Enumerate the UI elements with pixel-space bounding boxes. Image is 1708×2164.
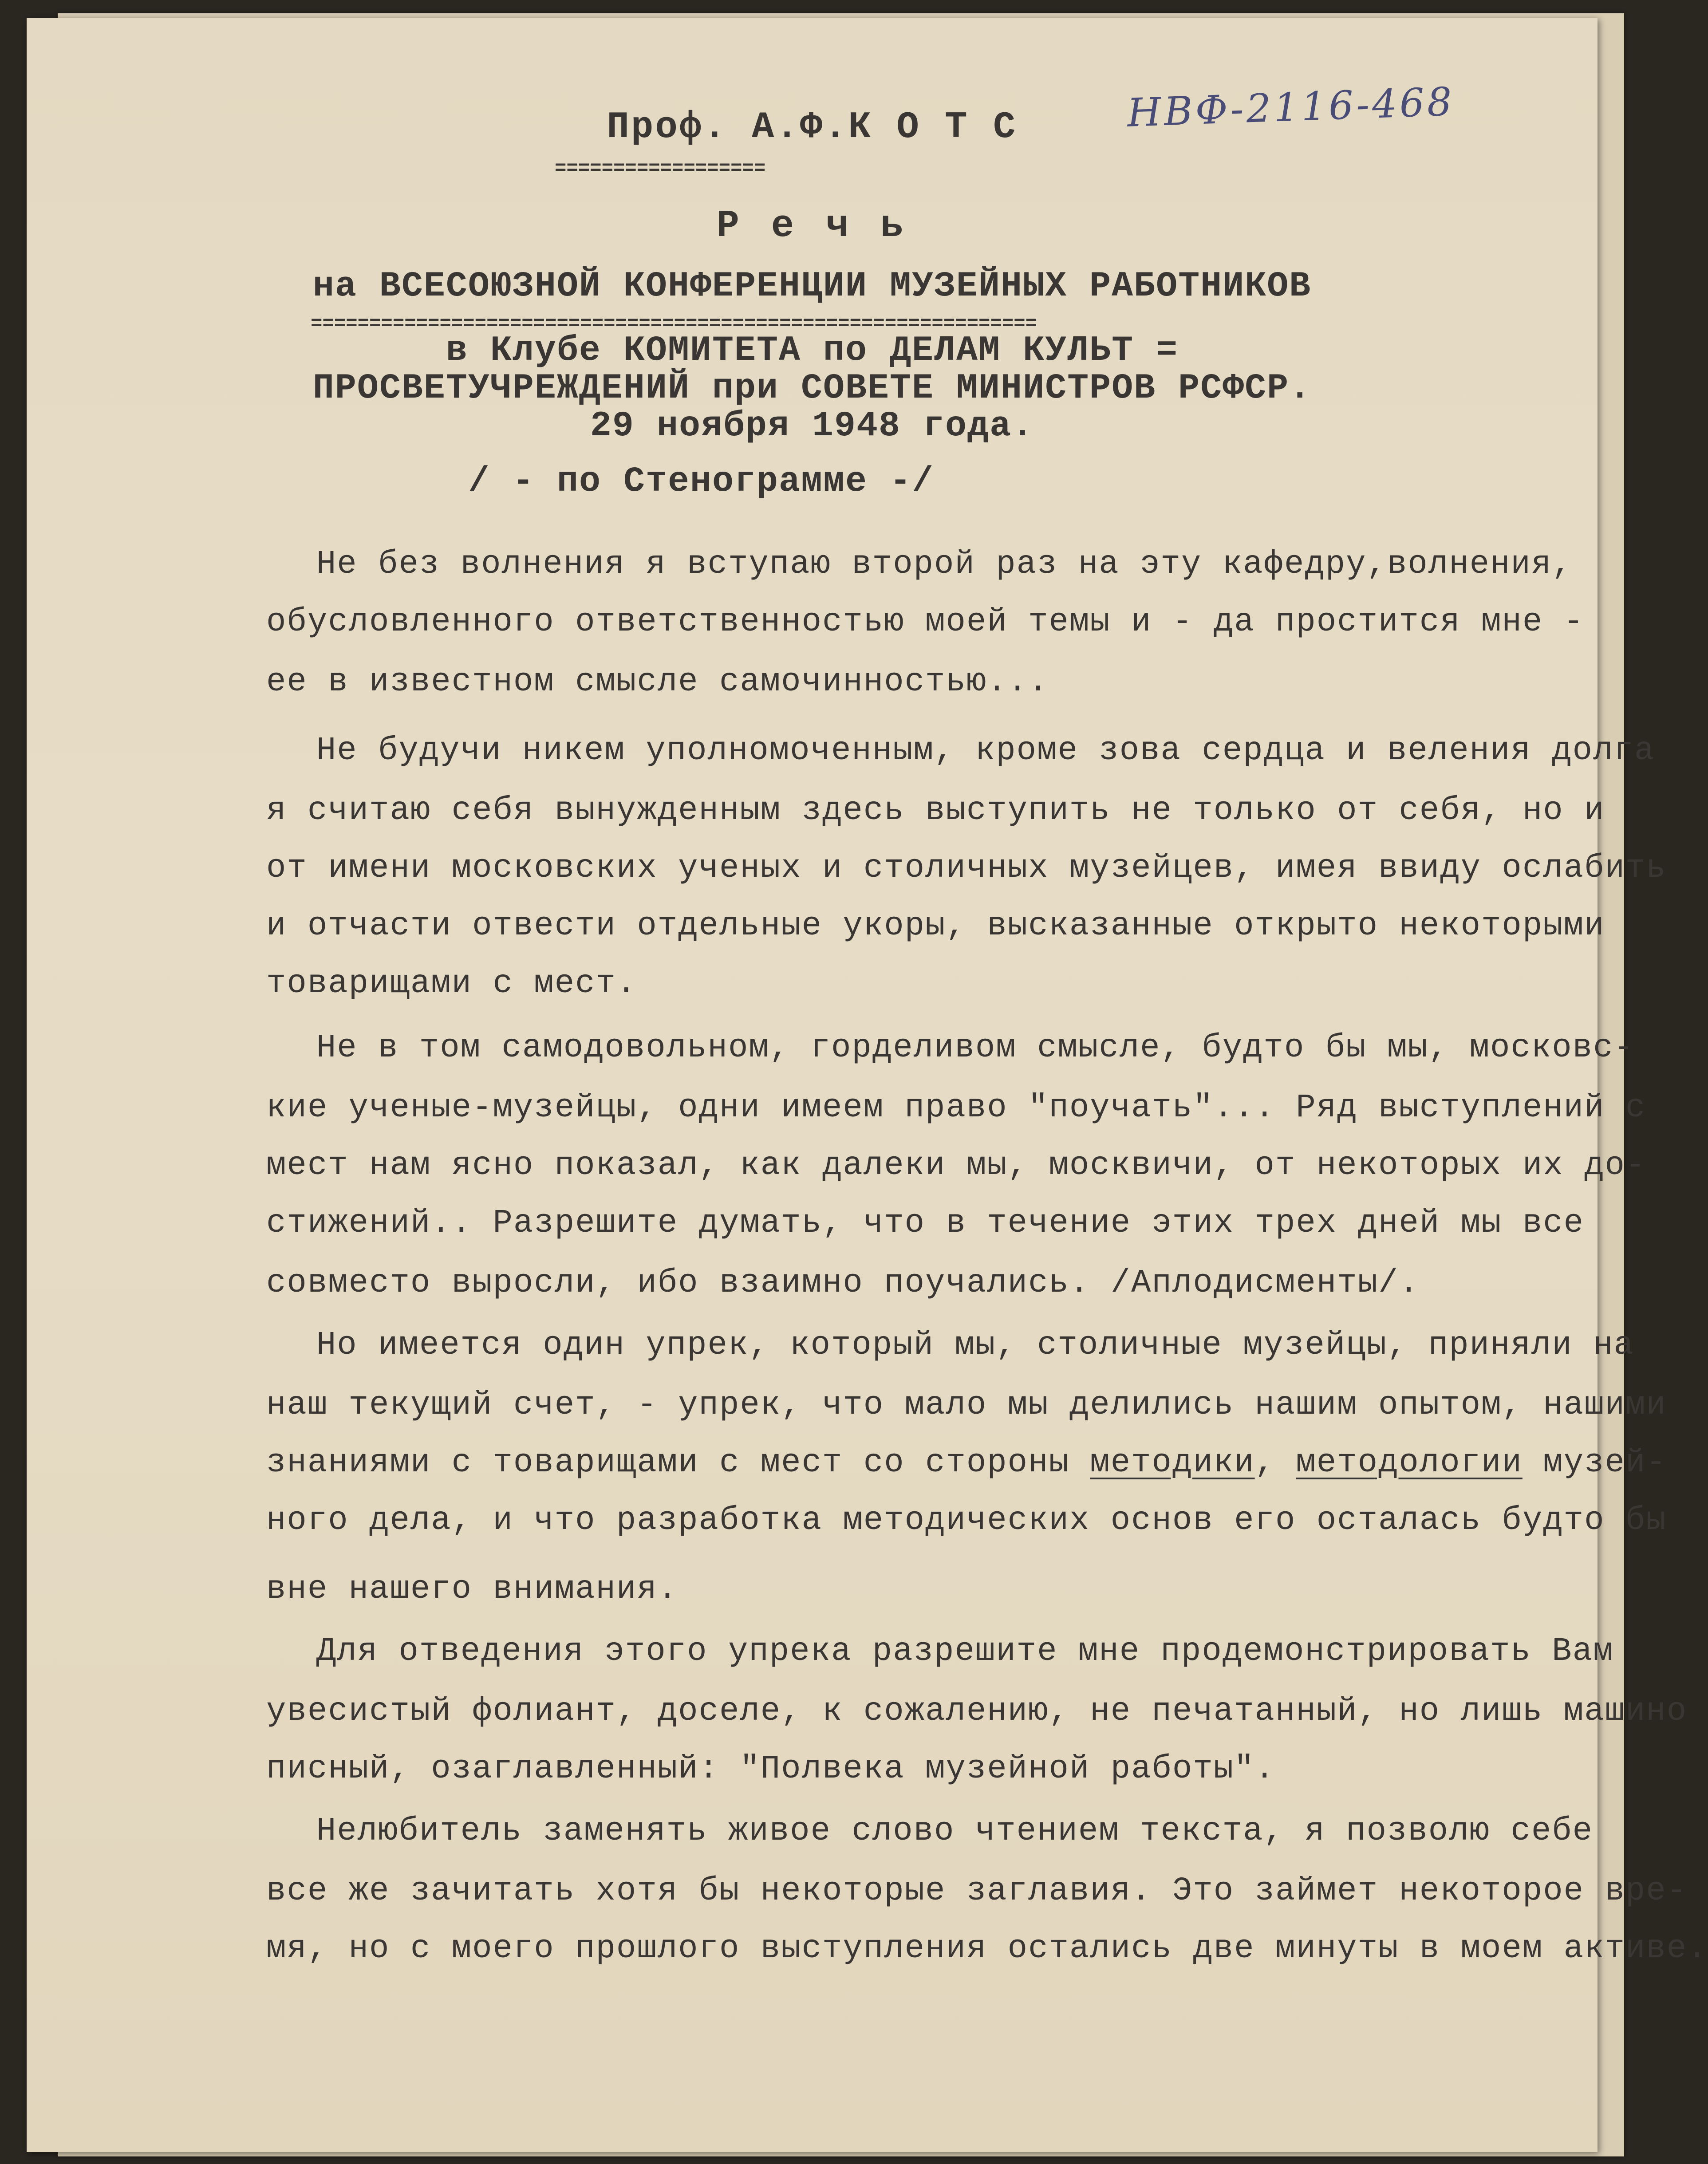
conference-line: на ВСЕСОЮЗНОЙ КОНФЕРЕНЦИИ МУЗЕЙНЫХ РАБОТНИКОВ	[312, 266, 1312, 307]
text-line: совместо выросли, ибо взаимно поучались. /Аплодисменты/.	[266, 1265, 1420, 1302]
text-line: обусловленного ответственностью моей темы и - да простится мне -	[266, 603, 1585, 641]
underlined-term-methodics: методики	[1090, 1444, 1255, 1482]
text-line: вне нашего внимания.	[266, 1571, 678, 1608]
institution-line: ПРОСВЕТУЧРЕЖДЕНИЙ при СОВЕТЕ МИНИСТРОВ РСФСР.	[312, 368, 1312, 409]
text-fragment: ,	[1254, 1444, 1296, 1482]
text-line: мя, но с моего прошлого выступления остались две минуты в моем активе.	[266, 1930, 1708, 1967]
text-line: все же зачитать хотя бы некоторые заглавия. Это займет некоторое вре-	[266, 1872, 1688, 1910]
text-line: я считаю себя вынужденным здесь выступить не только от себя, но и	[266, 792, 1605, 829]
document-page	[27, 18, 1708, 2152]
text-line: Не в том самодовольном, горделивом смысле, будто бы мы, московс-	[275, 1029, 1634, 1067]
text-line: Но имеется один упрек, который мы, столичные музейцы, приняли на	[275, 1327, 1634, 1364]
date-line: 29 ноября 1948 года.	[590, 406, 1034, 446]
speech-title: Р е ч ь	[716, 204, 908, 248]
text-line: Для отведения этого упрека разрешите мне продемонстрировать Вам	[275, 1633, 1614, 1670]
text-line: кие ученые-музейцы, одни имеем право "поучать"... Ряд выступлений с	[266, 1089, 1646, 1127]
underlined-term-methodology: методологии	[1296, 1444, 1523, 1482]
text-line: Нелюбитель заменять живое слово чтением текста, я позволю себе	[275, 1813, 1594, 1850]
text-line: товарищами с мест.	[266, 965, 637, 1002]
archive-mark: НВФ-2116-468	[1126, 79, 1456, 136]
author-line: Проф. А.Ф.К О Т С	[607, 106, 1018, 149]
text-line: Не будучи никем уполномоченным, кроме зова сердца и веления долга	[275, 732, 1655, 769]
text-fragment: знаниями с товарищами с мест со стороны	[266, 1444, 1090, 1482]
source-line: / - по Стенограмме -/	[468, 461, 935, 502]
text-line: увесистый фолиант, доселе, к сожалению, не печатанный, но лишь машино	[266, 1693, 1688, 1730]
author-rule: ==================	[555, 158, 766, 180]
text-line: наш текущий счет, - упрек, что мало мы делились нашим опытом, нашими	[266, 1387, 1667, 1424]
text-line: ного дела, и что разработка методических основ его осталась будто бы	[266, 1502, 1667, 1539]
text-line: стижений.. Разрешите думать, что в течение этих трех дней мы все	[266, 1205, 1585, 1242]
text-line: Не без волнения я вступаю второй раз на эту кафедру,волнения,	[275, 546, 1573, 583]
venue-line: в Клубе КОМИТЕТА по ДЕЛАМ КУЛЬТ =	[446, 331, 1179, 371]
conference-rule: ==============================================================	[311, 313, 1037, 335]
text-line: ее в известном смысле самочинностью...	[266, 663, 1049, 701]
text-line-with-underline	[266, 1444, 1667, 1482]
text-line: мест нам ясно показал, как далеки мы, москвичи, от некоторых их до-	[266, 1147, 1646, 1184]
text-line: писный, озаглавленный: "Полвека музейной работы".	[266, 1750, 1275, 1788]
text-line: и отчасти отвести отдельные укоры, высказанные открыто некоторыми	[266, 907, 1605, 945]
text-fragment: музей-	[1522, 1444, 1667, 1482]
text-line: от имени московских ученых и столичных музейцев, имея ввиду ослабить	[266, 850, 1667, 887]
